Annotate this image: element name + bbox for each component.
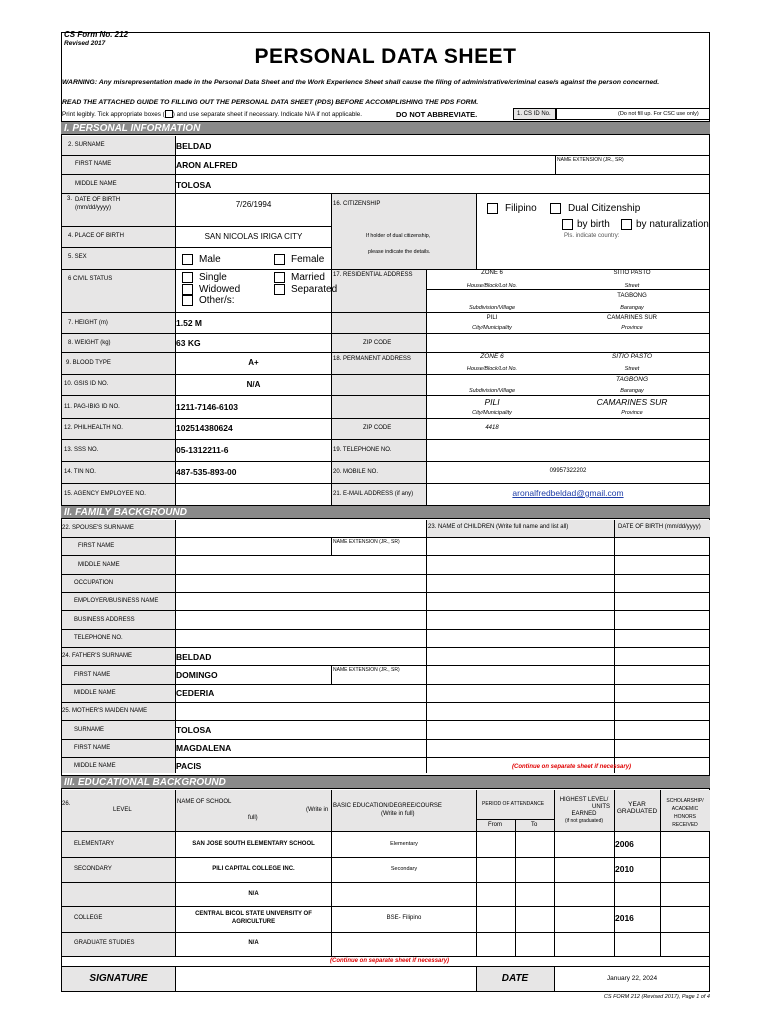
section-educational-background: III. EDUCATIONAL BACKGROUND bbox=[61, 775, 710, 789]
perm-house-lbl: House/Block/Lot No. bbox=[466, 366, 518, 372]
perm-subdivision-lbl: Subdivision/Village bbox=[468, 388, 516, 394]
dob-label: DATE OF BIRTH bbox=[75, 197, 121, 203]
father-first-name-value[interactable]: DOMINGO bbox=[176, 670, 218, 680]
city-lbl: City/Municipality bbox=[472, 325, 512, 331]
occupation-label: OCCUPATION bbox=[74, 580, 114, 586]
cs-id-label: 1. CS ID No. bbox=[517, 111, 551, 117]
edu-level-graduate: GRADUATE STUDIES bbox=[74, 940, 135, 946]
mother-surname-label: SURNAME bbox=[74, 727, 105, 733]
others-label: Other/s: bbox=[199, 295, 235, 306]
indicate-country-label: Pls. indicate country: bbox=[564, 233, 620, 239]
edu-from-label: From bbox=[488, 822, 502, 828]
height-value[interactable]: 1.52 M bbox=[176, 318, 202, 328]
edu-year-label bbox=[614, 801, 660, 815]
dob-value[interactable]: 7/26/1994 bbox=[235, 200, 272, 209]
perm-city-lbl: City/Municipality bbox=[472, 410, 512, 416]
signature-label: SIGNATURE bbox=[89, 973, 148, 984]
edu-school-graduate[interactable]: N/A bbox=[248, 940, 259, 946]
edu-honors-label-d: RECEIVED bbox=[672, 822, 698, 828]
surname-label: 2. SURNAME bbox=[68, 142, 105, 148]
edu-school-college-b: AGRICULTURE bbox=[231, 919, 276, 925]
children-label: 23. NAME of CHILDREN (Write full name and list all) bbox=[428, 524, 569, 530]
house-lbl: House/Block/Lot No. bbox=[466, 283, 518, 289]
do-not-abbreviate: DO NOT ABBREVIATE. bbox=[396, 110, 478, 119]
others-checkbox[interactable] bbox=[182, 295, 193, 306]
widowed-checkbox[interactable] bbox=[182, 284, 193, 295]
philhealth-label: 12. PHILHEALTH NO. bbox=[64, 425, 123, 431]
telephone-label: 19. TELEPHONE NO. bbox=[333, 447, 392, 453]
res-barangay-value[interactable]: TAGBONG bbox=[617, 293, 647, 299]
citizenship-label: 16. CITIZENSHIP bbox=[333, 201, 381, 207]
place-of-birth-value[interactable]: SAN NICOLAS IRIGA CITY bbox=[204, 232, 303, 241]
father-middle-name-label: MIDDLE NAME bbox=[74, 690, 116, 696]
surname-value[interactable]: BELDAD bbox=[176, 141, 212, 151]
edu-school-college[interactable] bbox=[176, 910, 331, 926]
subdivision-lbl: Subdivision/Village bbox=[468, 305, 516, 311]
weight-value[interactable]: 63 KG bbox=[176, 338, 201, 348]
pagibig-value[interactable]: 1211-7146-6103 bbox=[176, 402, 238, 412]
citizenship-note-b: please indicate the details. bbox=[368, 249, 431, 255]
edu-school-college-a: CENTRAL BICOL STATE UNIVERSITY OF bbox=[195, 911, 312, 917]
by-naturalization-label: by naturalization bbox=[636, 219, 709, 230]
edu-course-secondary[interactable]: Secondary bbox=[390, 866, 418, 872]
edu-school-vocational[interactable]: N/A bbox=[248, 891, 259, 897]
perm-street-lbl: Street bbox=[624, 366, 640, 372]
edu-level-secondary: SECONDARY bbox=[74, 866, 112, 872]
married-checkbox[interactable] bbox=[274, 272, 285, 283]
father-surname-label: 24. FATHER'S SURNAME bbox=[62, 653, 133, 659]
res-city-value[interactable]: PILI bbox=[486, 315, 498, 321]
edu-highest-label bbox=[554, 797, 614, 825]
perm-province-value[interactable]: CAMARINES SUR bbox=[596, 397, 668, 407]
by-birth-checkbox[interactable] bbox=[562, 219, 573, 230]
mother-surname-value[interactable]: TOLOSA bbox=[176, 725, 212, 735]
read-guide-text: READ THE ATTACHED GUIDE TO FILLING OUT THE PERSONAL DATA SHEET (PDS) BEFORE ACCOMPLISHING THE PDS FORM. bbox=[62, 99, 479, 106]
gsis-label: 10. GSIS ID NO. bbox=[64, 381, 109, 387]
business-address-label: BUSINESS ADDRESS bbox=[74, 617, 135, 623]
sss-value[interactable]: 05-1312211-6 bbox=[176, 445, 229, 455]
perm-zip-label: ZIP CODE bbox=[363, 425, 392, 431]
edu-school-secondary[interactable]: PILI CAPITAL COLLEGE INC. bbox=[212, 866, 295, 872]
edu-course-label-b: (Write in full) bbox=[381, 811, 415, 817]
first-name-value[interactable]: ARON ALFRED bbox=[176, 160, 238, 170]
perm-house-value[interactable]: ZONE 6 bbox=[480, 353, 504, 360]
res-house-value[interactable]: ZONE 6 bbox=[481, 270, 503, 276]
sss-label: 13. SSS NO. bbox=[64, 447, 99, 453]
edu-level-label: LEVEL bbox=[113, 807, 132, 813]
edu-num-label: 26. bbox=[62, 801, 71, 807]
spouse-first-name-label: FIRST NAME bbox=[78, 543, 115, 549]
edu-to-label: To bbox=[531, 822, 538, 828]
perm-province-lbl: Province bbox=[621, 410, 643, 416]
spouse-name-ext-label: NAME EXTENSION (JR., SR) bbox=[333, 539, 400, 545]
print-note: Print legibly. Tick appropriate boxes ( ) and use separate sheet if necessary. Indicate N/A if not applicable. bbox=[62, 111, 363, 118]
place-of-birth-label: 4. PLACE OF BIRTH bbox=[68, 233, 124, 239]
section-family-background: II. FAMILY BACKGROUND bbox=[61, 505, 710, 519]
male-label: Male bbox=[199, 254, 221, 265]
single-label: Single bbox=[199, 272, 227, 283]
filipino-label: Filipino bbox=[505, 203, 537, 214]
edu-school-label-b: (Write in bbox=[306, 807, 329, 813]
section-personal-info: I. PERSONAL INFORMATION bbox=[61, 121, 710, 135]
perm-zip-value[interactable]: 4418 bbox=[485, 425, 499, 431]
page-number-note: CS FORM 212 (Revised 2017), Page 1 of 4 bbox=[603, 994, 710, 1000]
edu-level-elementary: ELEMENTARY bbox=[74, 841, 115, 847]
perm-barangay-value[interactable]: TAGBONG bbox=[615, 376, 649, 383]
dob-label-num: 3. bbox=[67, 196, 73, 202]
middle-name-label: MIDDLE NAME bbox=[75, 181, 117, 187]
edu-course-label: BASIC EDUCATION/DEGREE/COURSE bbox=[333, 803, 442, 809]
children-dob-label: DATE OF BIRTH (mm/dd/yyyy) bbox=[618, 524, 701, 530]
female-checkbox[interactable] bbox=[274, 254, 285, 265]
email-label: 21. E-MAIL ADDRESS (if any) bbox=[333, 491, 414, 497]
edu-honors-label bbox=[660, 797, 710, 829]
perm-street-value[interactable]: SITIO PASTO bbox=[611, 353, 653, 360]
edu-school-elementary[interactable]: SAN JOSE SOUTH ELEMENTARY SCHOOL bbox=[192, 841, 315, 847]
res-zip-label: ZIP CODE bbox=[363, 340, 392, 346]
name-extension-label: NAME EXTENSION (JR., SR) bbox=[557, 157, 624, 163]
revised-date: Revised 2017 bbox=[64, 40, 106, 47]
dual-citizenship-checkbox[interactable] bbox=[550, 203, 561, 214]
height-label: 7. HEIGHT (m) bbox=[68, 320, 108, 326]
edu-level-college: COLLEGE bbox=[74, 915, 103, 921]
edu-continue-note: (Continue on separate sheet if necessary) bbox=[330, 958, 450, 964]
father-name-ext-label: NAME EXTENSION (JR., SR) bbox=[333, 667, 400, 673]
spouse-telephone-label: TELEPHONE NO. bbox=[74, 635, 123, 641]
separated-checkbox[interactable] bbox=[274, 284, 285, 295]
pagibig-label: 11. PAG-IBIG ID NO. bbox=[64, 404, 120, 410]
philhealth-value[interactable]: 102514380624 bbox=[176, 423, 233, 433]
date-value[interactable]: January 22, 2024 bbox=[606, 975, 658, 982]
female-label: Female bbox=[291, 254, 325, 265]
res-province-value[interactable]: CAMARINES SUR bbox=[606, 315, 657, 321]
family-continue-note: (Continue on separate sheet if necessary) bbox=[512, 764, 632, 770]
married-label: Married bbox=[291, 272, 325, 283]
form-number: CS Form No. 212 bbox=[64, 30, 129, 39]
warning-text: WARNING: Any misrepresentation made in the Personal Data Sheet and the Work Experience Sheet shall cause the filing of administrative/criminal case/s against the person concerned. bbox=[62, 79, 660, 86]
dual-citizenship-label: Dual Citizenship bbox=[568, 203, 641, 214]
mother-first-name-value[interactable]: MAGDALENA bbox=[176, 743, 232, 753]
employer-label: EMPLOYER/BUSINESS NAME bbox=[74, 598, 159, 604]
mother-first-name-label: FIRST NAME bbox=[74, 745, 111, 751]
blood-type-value[interactable]: A+ bbox=[248, 358, 259, 367]
separated-label: Separated bbox=[291, 284, 338, 295]
edu-course-college[interactable]: BSE- Filipino bbox=[386, 915, 422, 921]
edu-honors-label-a: SCHOLARSHIP/ bbox=[666, 798, 704, 804]
edu-school-label: NAME OF SCHOOL bbox=[177, 799, 232, 805]
street-lbl: Street bbox=[624, 283, 640, 289]
gsis-value[interactable]: N/A bbox=[246, 380, 261, 389]
by-birth-label: by birth bbox=[577, 219, 610, 230]
spouse-surname-label: 22. SPOUSE'S SURNAME bbox=[62, 525, 134, 531]
middle-name-value[interactable]: TOLOSA bbox=[176, 180, 212, 190]
signature-field[interactable] bbox=[176, 967, 476, 991]
civil-status-label: 6 CIVIL STATUS bbox=[68, 276, 113, 282]
agency-employee-label: 15. AGENCY EMPLOYEE NO. bbox=[64, 491, 146, 497]
csc-use-note: (Do not fill up. For CSC use only) bbox=[618, 111, 699, 117]
filipino-checkbox[interactable] bbox=[487, 203, 498, 214]
mother-middle-name-value[interactable]: PACIS bbox=[176, 761, 202, 771]
email-value[interactable]: aronalfredbeldad@gmail.com bbox=[512, 488, 624, 498]
edu-honors-label-c: HONORS bbox=[674, 814, 696, 820]
father-middle-name-value[interactable]: CEDERIA bbox=[176, 688, 215, 698]
mother-middle-name-label: MIDDLE NAME bbox=[74, 763, 116, 769]
page-title: PERSONAL DATA SHEET bbox=[254, 45, 517, 68]
province-lbl: Province bbox=[621, 325, 643, 331]
edu-highest-label-d: (if not graduated) bbox=[564, 818, 604, 824]
weight-label: 8. WEIGHT (kg) bbox=[68, 340, 111, 346]
edu-honors-label-b: ACADEMIC bbox=[671, 806, 699, 812]
barangay-lbl: Barangay bbox=[620, 305, 644, 311]
single-checkbox[interactable] bbox=[182, 272, 193, 283]
edu-year-elementary[interactable]: 2006 bbox=[615, 839, 634, 849]
blood-type-label: 9. BLOOD TYPE bbox=[66, 360, 111, 366]
edu-school-label-c: full) bbox=[248, 815, 258, 821]
dob-format-label: (mm/dd/yyyy) bbox=[75, 205, 111, 211]
edu-highest-label-a: HIGHEST LEVEL/ bbox=[559, 797, 609, 803]
permanent-address-label: 18. PERMANENT ADDRESS bbox=[333, 356, 411, 362]
edu-highest-label-c: EARNED bbox=[571, 811, 597, 817]
spouse-middle-name-label: MIDDLE NAME bbox=[78, 562, 120, 568]
father-first-name-label: FIRST NAME bbox=[74, 672, 111, 678]
tin-label: 14. TIN NO. bbox=[64, 469, 96, 475]
mobile-value[interactable]: 09957322202 bbox=[549, 468, 587, 474]
male-checkbox[interactable] bbox=[182, 254, 193, 265]
edu-year-label-a: YEAR bbox=[628, 801, 646, 808]
first-name-label: FIRST NAME bbox=[75, 161, 112, 167]
sex-label: 5. SEX bbox=[68, 254, 87, 260]
mobile-label: 20. MOBILE NO. bbox=[333, 469, 379, 475]
mother-maiden-label: 25. MOTHER'S MAIDEN NAME bbox=[62, 708, 148, 714]
by-naturalization-checkbox[interactable] bbox=[621, 219, 632, 230]
date-label: DATE bbox=[501, 973, 529, 984]
edu-course-elementary[interactable]: Elementary bbox=[390, 841, 418, 847]
edu-period-label: PERIOD OF ATTENDANCE bbox=[482, 801, 545, 807]
civil-status-options bbox=[176, 270, 338, 311]
edu-year-secondary[interactable]: 2010 bbox=[615, 864, 634, 874]
edu-year-college[interactable]: 2016 bbox=[615, 913, 634, 923]
edu-year-label-b: GRADUATED bbox=[616, 808, 658, 815]
widowed-label: Widowed bbox=[199, 284, 241, 295]
tin-value[interactable]: 487-535-893-00 bbox=[176, 467, 237, 477]
father-surname-value[interactable]: BELDAD bbox=[176, 652, 212, 662]
citizenship-note-a: If holder of dual citizenship, bbox=[366, 233, 431, 239]
perm-city-value[interactable]: PILI bbox=[484, 397, 500, 407]
residential-address-label: 17. RESIDENTIAL ADDRESS bbox=[333, 272, 413, 278]
edu-highest-label-b: UNITS bbox=[592, 804, 610, 810]
res-street-value[interactable]: SITIO PASTO bbox=[613, 270, 651, 276]
perm-barangay-lbl: Barangay bbox=[620, 388, 644, 394]
